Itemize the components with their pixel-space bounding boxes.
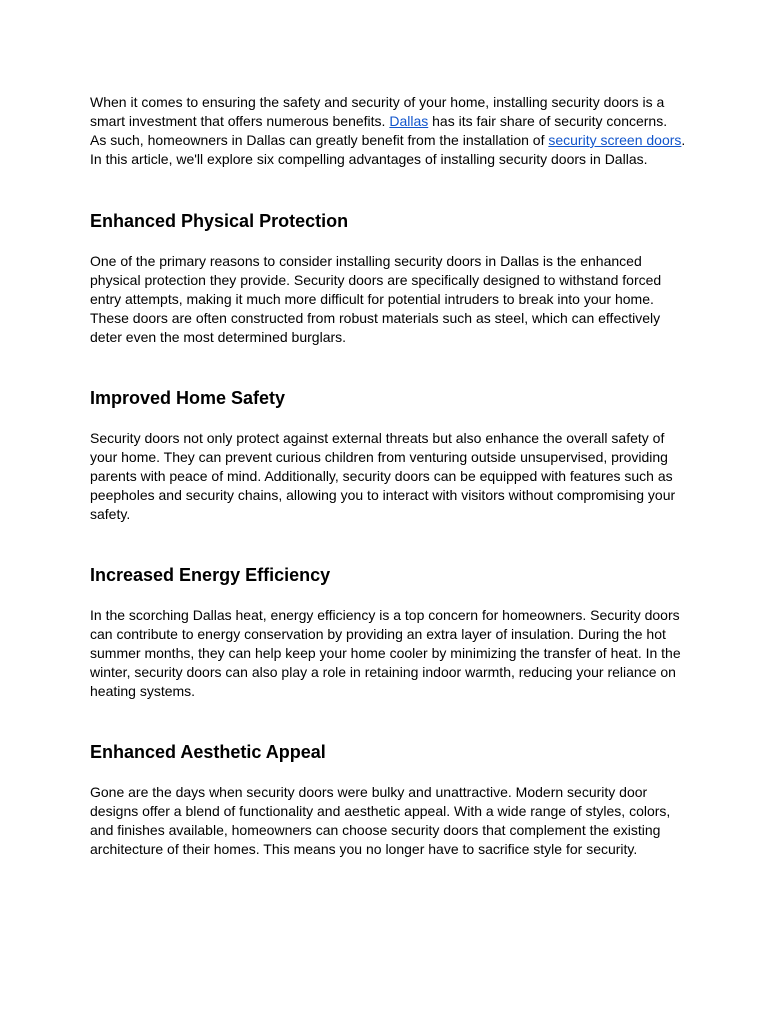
section-heading-physical-protection: Enhanced Physical Protection	[90, 211, 349, 231]
section-heading-home-safety: Improved Home Safety	[90, 388, 286, 408]
section-heading-aesthetic-appeal: Enhanced Aesthetic Appeal	[90, 742, 326, 762]
security-screen-doors-link[interactable]: security screen doors	[548, 132, 682, 148]
section-body-aesthetic-appeal: Gone are the days when security doors were bulky and unattractive. Modern security door designs offer a blend of functionality and aesthetic appeal. With a wide range of styles, colors, and finishes available, homeowners can choose security doors that complement the existing architecture of their homes. This means you no longer have to sacrifice style for security.	[90, 784, 671, 857]
section-heading-energy-efficiency: Increased Energy Efficiency	[90, 565, 331, 585]
section-body-physical-protection: One of the primary reasons to consider installing security doors in Dallas is the enhanced physical protection they provide. Security doors are specifically designed to withstand forced entry attempts, making it much more difficult for potential intruders to break into your home. These doors are often constructed from robust materials such as steel, which can effectively deter even the most determined burglars.	[90, 253, 662, 345]
section-body-home-safety: Security doors not only protect against external threats but also enhance the overall safety of your home. They can prevent curious children from venturing outside unsupervised, providing parents with peace of mind. Additionally, security doors can be equipped with features such as peepholes and security chains, allowing you to interact with visitors without compromising your safety.	[90, 430, 676, 522]
intro-paragraph	[90, 93, 686, 169]
intro-text-1: When it comes to ensuring the safety and security of your home, installing security doors is a smart investment that offers numerous benefits.	[90, 94, 665, 129]
document-page	[90, 91, 686, 859]
dallas-link[interactable]: Dallas	[389, 113, 429, 129]
intro-text-3: . In this article, we'll explore six compelling advantages of installing security doors in Dallas.	[90, 132, 686, 167]
section-body-energy-efficiency: In the scorching Dallas heat, energy efficiency is a top concern for homeowners. Security doors can contribute to energy conservation by providing an extra layer of insulation. During the hot summer months, they can help keep your home cooler by minimizing the transfer of heat. In the winter, security doors can also play a role in retaining indoor warmth, reducing your reliance on heating systems.	[90, 607, 681, 699]
intro-text-2: has its fair share of security concerns. As such, homeowners in Dallas can greatly benefit from the installation of	[90, 113, 668, 148]
